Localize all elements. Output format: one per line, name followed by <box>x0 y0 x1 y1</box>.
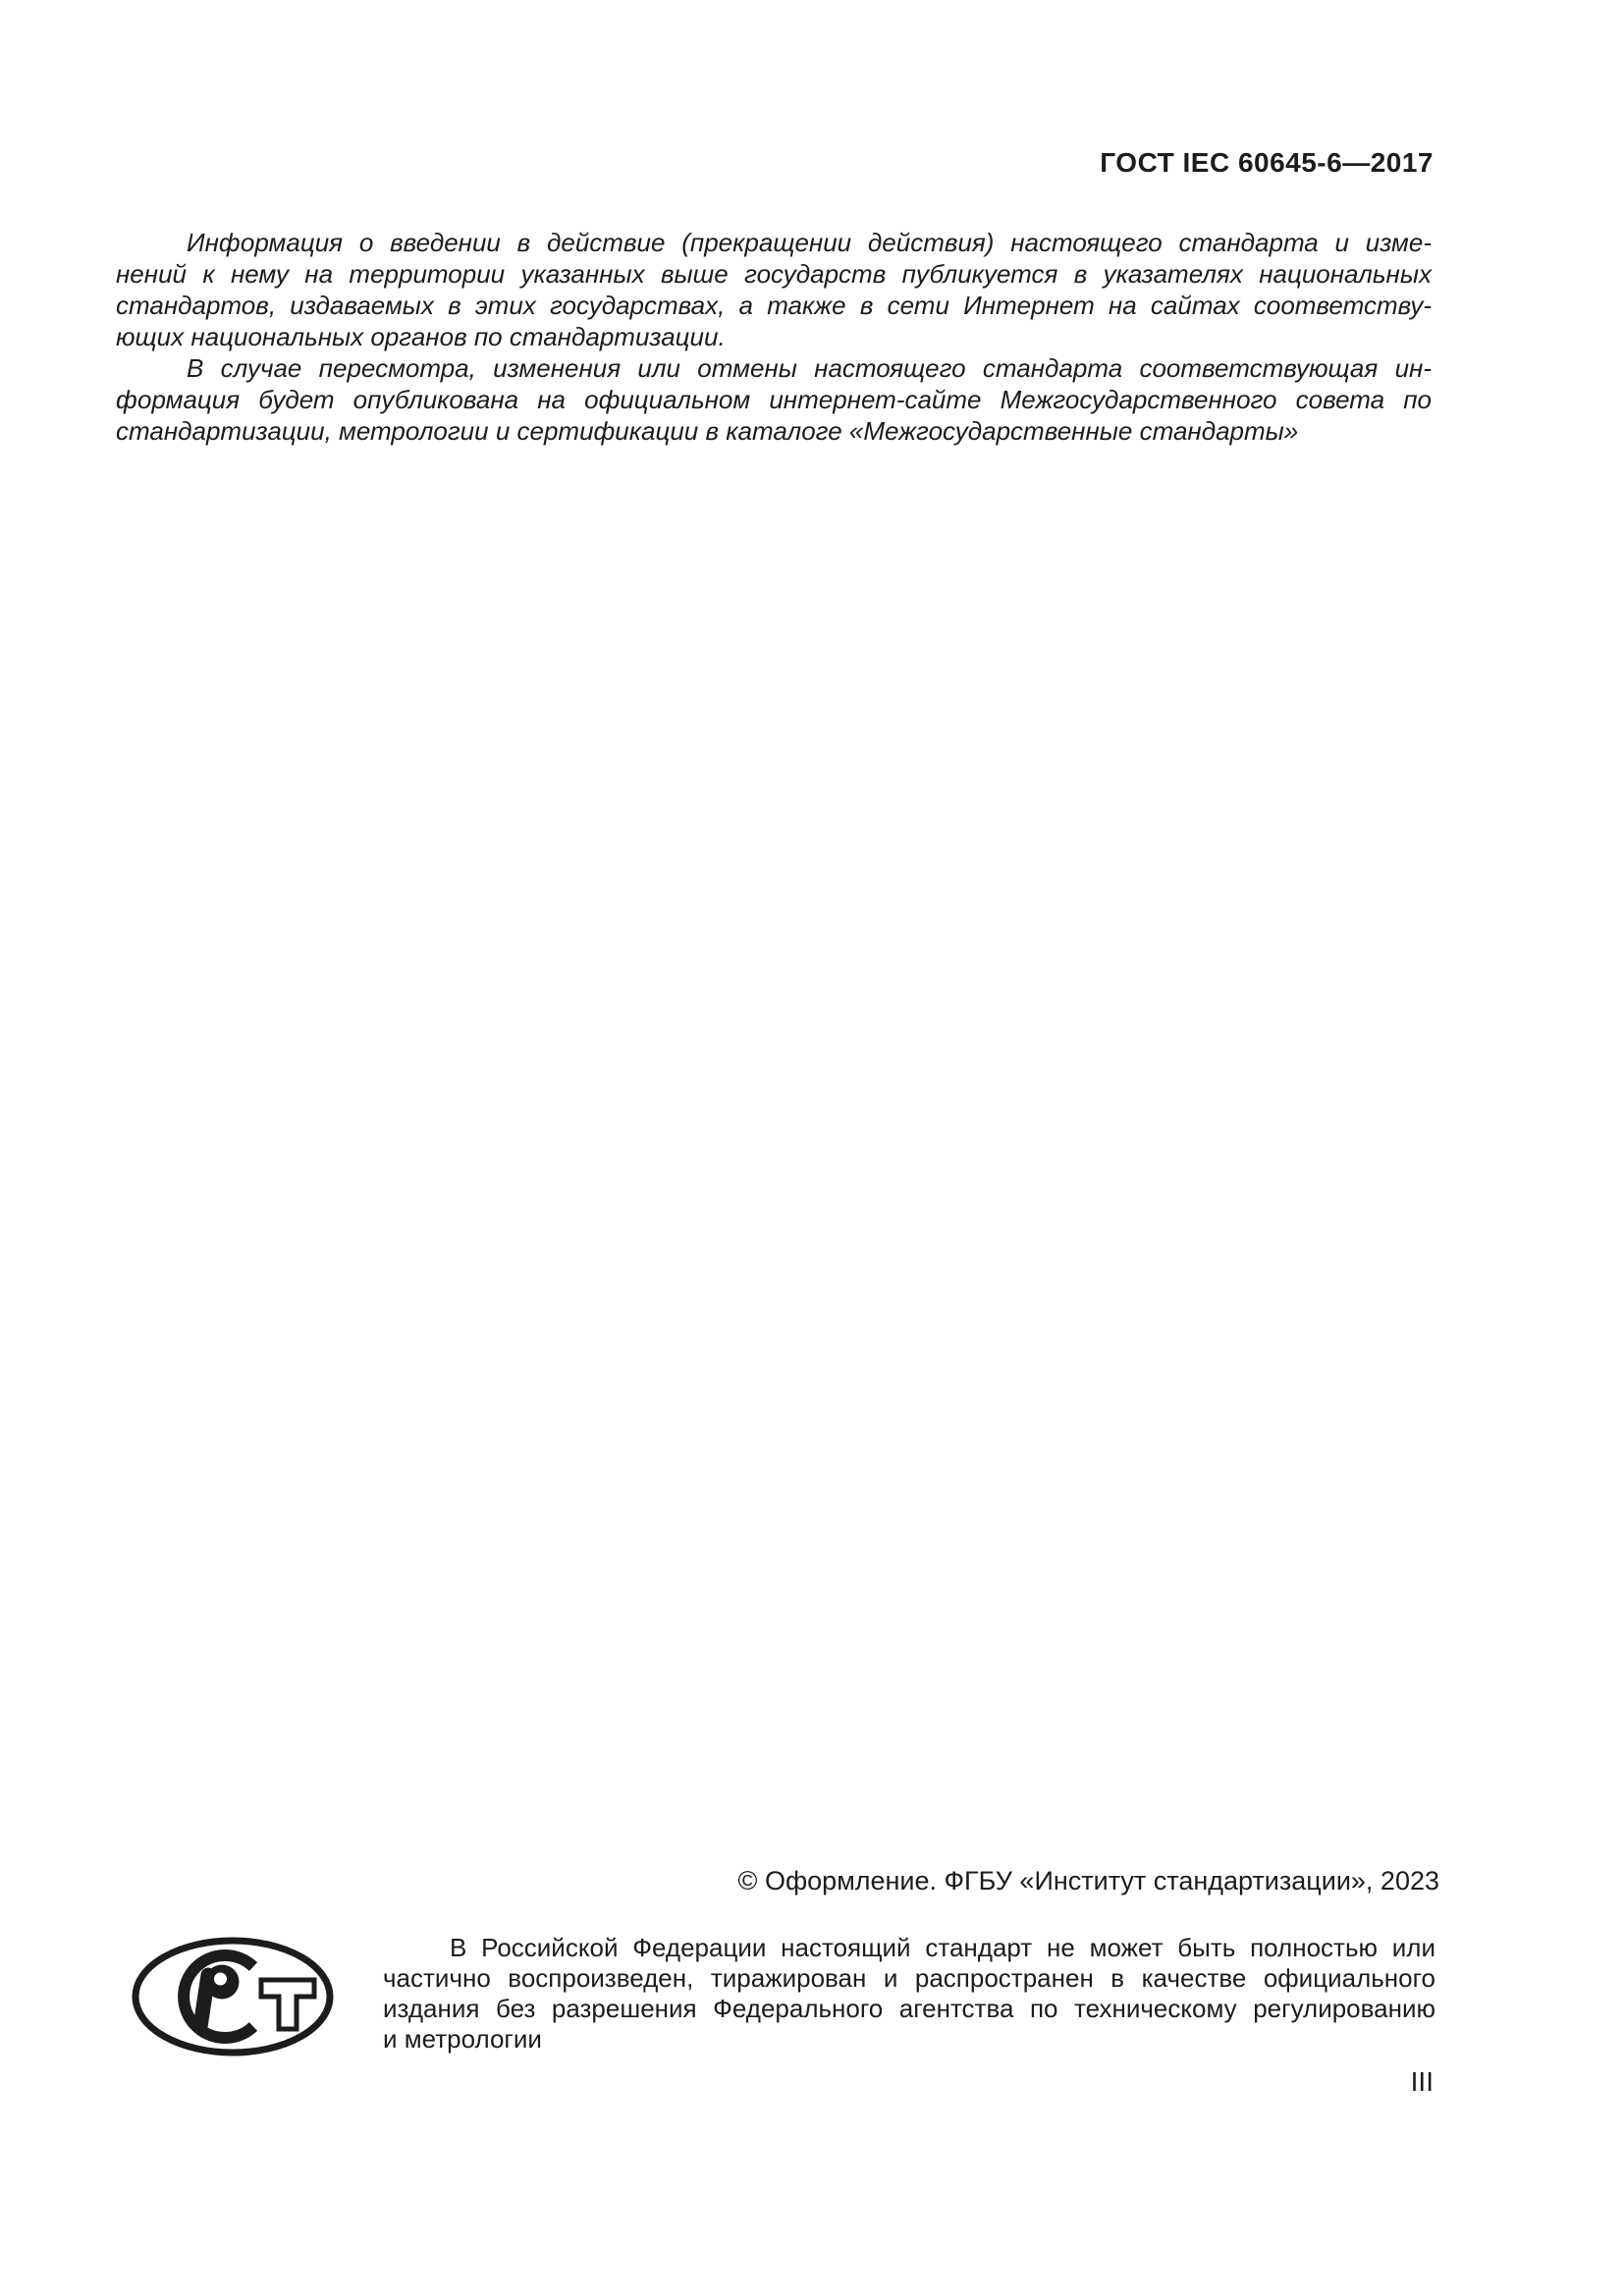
notice-p2-line: стандартизации, метрологии и сертификации в каталоге «Межгосударственные стандарты» <box>116 416 1299 446</box>
page-number: III <box>1410 2066 1434 2097</box>
notice-p2-line: формация будет опубликована на официальном интернет-сайте Межгосударственного совета по <box>116 385 1432 414</box>
restriction-line: и метрологии <box>383 2024 542 2054</box>
notice-p1-line: нений к нему на территории указанных выше государств публикуется в указателях национальных <box>116 259 1432 289</box>
restriction-line: издания без разрешения Федерального агентства по техническому регулированию <box>383 1994 1435 2023</box>
notice-p1-line: ющих национальных органов по стандартизации. <box>116 322 726 351</box>
notice-p1-line: стандартов, издаваемых в этих государствах, а также в сети Интернет на сайтах соответству- <box>116 291 1432 320</box>
restriction-line: В Российской Федерации настоящий стандарт не может быть полностью или <box>450 1933 1435 1962</box>
reproduction-restriction <box>383 1933 1435 2055</box>
availability-notice <box>116 227 1432 447</box>
notice-p1-line: Информация о введении в действие (прекращении действия) настоящего стандарта и изме- <box>187 228 1432 257</box>
restriction-line: частично воспроизведен, тиражирован и распространен в качестве официального <box>383 1963 1435 1993</box>
copyright-line: © Оформление. ФГБУ «Институт стандартизации», 2023 <box>737 1866 1439 1896</box>
notice-p2-line: В случае пересмотра, изменения или отмены настоящего стандарта соответствующая ин- <box>187 353 1432 383</box>
standard-number-header: ГОСТ IEC 60645-6—2017 <box>1100 147 1434 178</box>
rst-certification-mark-icon <box>131 1936 335 2057</box>
